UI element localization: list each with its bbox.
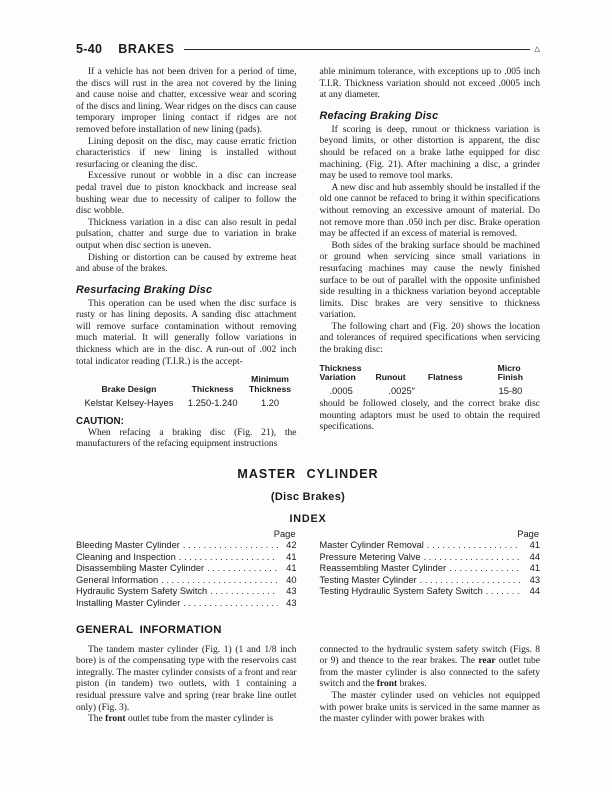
index-entry-label: Reassembling Master Cylinder: [319, 563, 447, 574]
index-entry-label: Testing Hydraulic System Safety Switch: [319, 586, 483, 597]
left-column: [76, 645, 297, 726]
paragraph: should be followed closely, and the correct brake disc mounting adaptors must be used to obtain the required specifications.: [319, 399, 540, 433]
index-left-column: [76, 529, 297, 610]
caution-label: CAUTION:: [76, 415, 124, 427]
paragraph: If scoring is deep, runout or thickness variation is beyond limits, or other distortion is apparent, the disc should be refaced on a brake lathe equipped for disc machining. (Fig. 21). After machining a disc, a grinder may be used to remove tool marks.: [319, 124, 540, 182]
index-entry-label: Installing Master Cylinder: [76, 598, 181, 608]
index-entry: [76, 586, 297, 598]
dot-leader: [210, 586, 277, 598]
general-information-section: [76, 645, 540, 726]
index-entry: [76, 563, 297, 575]
index-entry: [76, 575, 297, 587]
paragraph: This operation can be used when the disc surface is rusty or has lining deposits. A sanding disc attachment will remove surface contamination without removing much material. It will generally follow variations in thickness which are in the disc. A run-out of .002 inch total indicator reading (T.I.R.) is the accept-: [76, 298, 297, 367]
dot-leader: [486, 586, 521, 598]
paragraph: The tandem master cylinder (Fig. 1) (1 and 1/8 inch bore) is of the compensating type with the reservoirs cast integrally. The master cylinder consists of a front and rear piston (in tandem) two outlets, with 1 containing a residual pressure valve and spring (rear brake line outlet only) (Fig. 3).: [76, 644, 297, 713]
dot-leader: [449, 563, 521, 575]
index-entry-label: General Information: [76, 574, 159, 585]
index: [76, 529, 540, 610]
paragraph: When refacing a braking disc (Fig. 21), the manufacturers of the refacing equipment instructions: [76, 427, 297, 450]
column-header: Micro Finish: [497, 362, 523, 383]
general-information-heading: GENERAL INFORMATION: [76, 623, 222, 636]
dot-leader: [424, 552, 521, 564]
index-entry-page: 44: [529, 586, 540, 597]
index-entry: [76, 598, 297, 610]
index-entry-page: 42: [286, 540, 297, 551]
brake-design-table: [76, 375, 297, 409]
left-column: [76, 67, 297, 451]
table-cell: 15-80: [498, 386, 523, 397]
index-entry-page: 41: [529, 540, 540, 551]
right-column: [320, 645, 541, 726]
dot-leader: [179, 552, 278, 564]
table-cell: Kelstar Kelsey-Hayes: [84, 397, 174, 408]
index-entry: [320, 540, 541, 552]
header-rule: [184, 49, 531, 51]
index-entry-page: 41: [286, 551, 297, 562]
page-header: [76, 42, 540, 56]
column-header: Brake Design: [101, 384, 157, 395]
index-title: INDEX: [289, 513, 327, 526]
dot-leader: [420, 575, 521, 587]
paragraph: Excessive runout or wobble in a disc can increase pedal travel due to piston knockback and increase seal bushing wear due to necessity of caliper to follow the disc wobble.: [76, 171, 297, 217]
index-entry-page: 41: [286, 563, 297, 574]
page-column-label: Page: [517, 529, 539, 540]
column-header: Thickness: [191, 384, 234, 395]
index-entry-page: 43: [286, 598, 297, 608]
chart-header-row: [320, 364, 541, 384]
index-entry-page: 40: [286, 574, 297, 585]
index-entry: [320, 586, 541, 598]
page-column-label: Page: [273, 529, 296, 540]
dot-leader: [183, 540, 278, 552]
paragraph: connected to the hydraulic system safety switch (Figs. 8 or 9) and thence to the rear brakes. The rear outlet tube from the master cylinder is also connected to the safety switch and the front brakes.: [319, 644, 540, 690]
index-entry-label: Hydraulic System Safety Switch: [76, 586, 208, 597]
column-header: Thickness Variation: [319, 362, 362, 383]
index-entry: [320, 575, 541, 587]
index-entry-label: Cleaning and Inspection: [76, 551, 176, 562]
index-entry-label: Testing Master Cylinder: [319, 574, 417, 585]
index-entry-label: Disassembling Master Cylinder: [76, 563, 205, 574]
paragraph: If a vehicle has not been driven for a period of time, the discs will rust in the area not covered by the lining and cause noise and chatter, excessive wear and scoring of the discs and lining. Wear ridges on the discs can cause temporary improper lining contact if ridges are not removed before installation of new lining (pads).: [76, 67, 297, 135]
dot-leader: [183, 598, 277, 610]
paragraph: The following chart and (Fig. 20) shows the location and tolerances of required specifications when servicing the braking disc:: [319, 321, 540, 356]
dot-leader: [207, 563, 277, 575]
dot-leader: [427, 540, 521, 552]
refacing-heading: Refacing Braking Disc: [319, 109, 439, 122]
index-entry-label: Bleeding Master Cylinder: [76, 540, 180, 551]
chart-value-row: [320, 386, 541, 397]
index-entry-label: Pressure Metering Valve: [319, 551, 421, 562]
paragraph: Lining deposit on the disc, may cause erratic friction characteristics if new lining is installed without resurfacing or cleaning the disc.: [76, 136, 297, 170]
table-cell: 1.20: [260, 397, 280, 408]
paragraph: The master cylinder used on vehicles not equipped with power brake units is serviced in the same manner as the master cylinder with power brakes with: [319, 690, 540, 725]
index-entry-page: 43: [286, 586, 297, 597]
index-right-column: [320, 529, 541, 610]
table-cell: 1.250-1.240: [187, 397, 238, 408]
table-row: [76, 398, 297, 409]
resurfacing-heading: Resurfacing Braking Disc: [76, 283, 213, 296]
paragraph: Thickness variation in a disc can also result in pedal pulsation, chatter and surge due to variation in brake output when disc section is uneven.: [76, 217, 297, 251]
paragraph: able minimum tolerance, with exceptions up to .005 inch T.I.R. Thickness variation should not exceed .0005 inch at any diameter.: [319, 67, 540, 101]
index-entry: [320, 552, 541, 564]
index-entry: [320, 563, 541, 575]
paragraph: Dishing or distortion can be caused by extreme heat and abuse of the brakes.: [76, 252, 297, 275]
right-column: [320, 67, 541, 451]
index-entry-page: 41: [529, 563, 540, 574]
column-header: Flatness: [427, 372, 463, 383]
table-header-row: [76, 375, 297, 395]
table-cell: .0005: [329, 386, 353, 397]
disc-spec-chart: [320, 364, 541, 398]
page-number: 5-40: [76, 42, 103, 56]
index-entry-page: 44: [529, 551, 540, 562]
paragraph: A new disc and hub assembly should be installed if the old one cannot be refaced to bring it within specifications without removing an excessive amount of material. Do not remove more than .050 inch per disc. Brake operation may be affected if an excess of material is removed.: [319, 182, 540, 240]
brakes-section: [76, 67, 540, 451]
index-entry: [76, 540, 297, 552]
triangle-mark: △: [534, 43, 540, 53]
table-cell: .0025″: [388, 386, 415, 397]
index-entry-page: 43: [529, 574, 540, 585]
index-entry-label: Master Cylinder Removal: [319, 540, 424, 551]
dot-leader: [161, 575, 277, 587]
master-cylinder-subtitle: (Disc Brakes): [270, 491, 346, 504]
column-header: Runout: [375, 372, 406, 383]
column-header: Minimum Thickness: [248, 374, 292, 395]
master-cylinder-title: MASTER CYLINDER: [237, 467, 379, 482]
paragraph: Both sides of the braking surface should be machined or ground when servicing since small variations in resurfacing machines may cause the newly finished surface to be out of parallel with the opposite unfinished side resulting in a thickness variation beyond acceptable limits. Disc brakes are very sensitive to thickness variation.: [319, 240, 540, 321]
page-title: BRAKES: [118, 42, 175, 56]
paragraph: The front outlet tube from the master cylinder is: [88, 714, 274, 725]
index-entry: [76, 552, 297, 564]
